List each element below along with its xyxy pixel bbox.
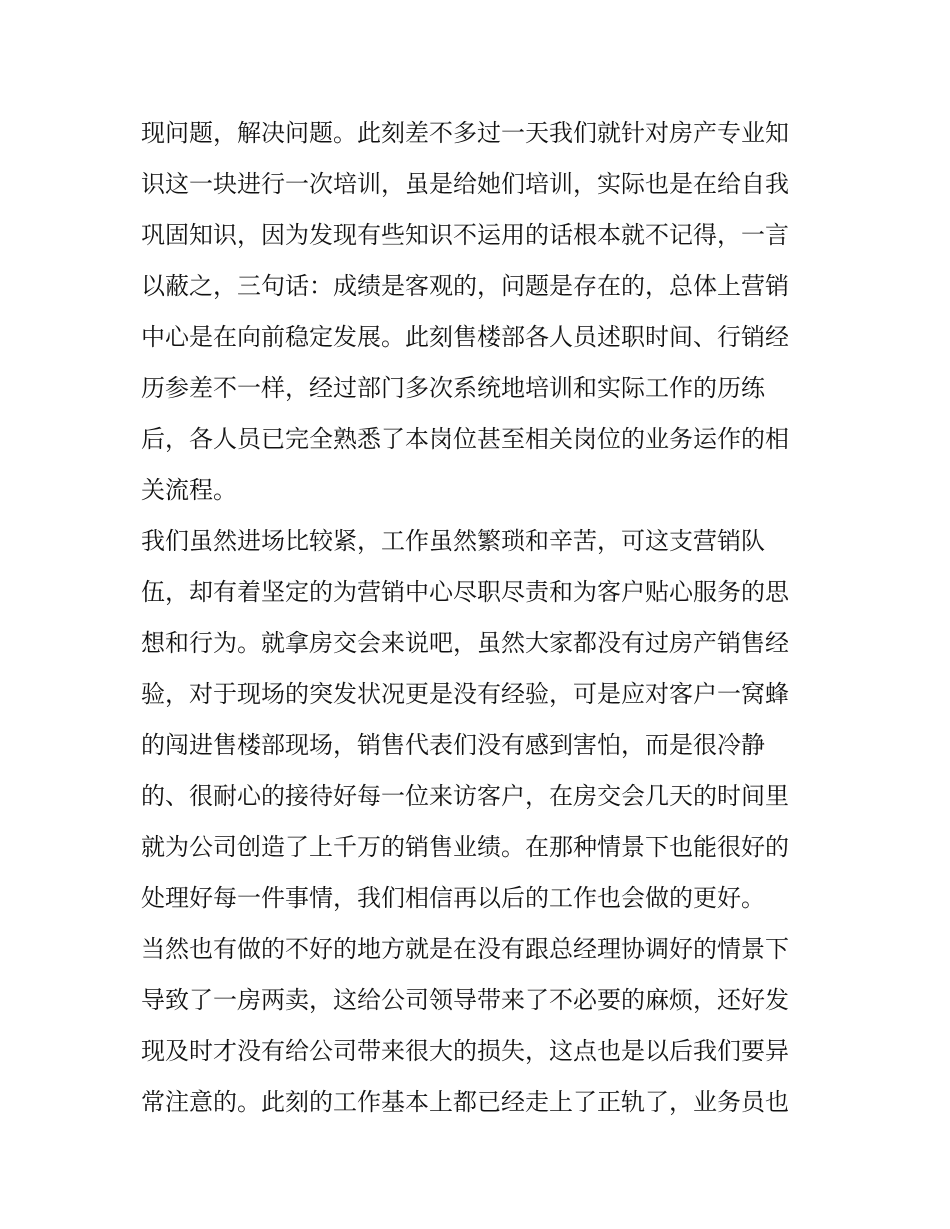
- text-line: 常注意的。此刻的工作基本上都已经走上了正轨了，业务员也: [141, 1088, 789, 1116]
- text-line: 的闯进售楼部现场，销售代表们没有感到害怕，而是很冷静: [141, 731, 765, 759]
- text-line: 当然也有做的不好的地方就是在没有跟总经理协调好的情景下: [141, 935, 789, 963]
- text-line: 验，对于现场的突发状况更是没有经验，可是应对客户一窝蜂: [141, 680, 789, 708]
- text-line: 现及时才没有给公司带来很大的损失，这点也是以后我们要异: [141, 1037, 789, 1065]
- text-line: 想和行为。就拿房交会来说吧，虽然大家都没有过房产销售经: [141, 629, 789, 657]
- text-line: 伍，却有着坚定的为营销中心尽职尽责和为客户贴心服务的思: [141, 578, 789, 606]
- text-line: 关流程。: [141, 476, 237, 504]
- text-line: 我们虽然进场比较紧，工作虽然繁琐和辛苦，可这支营销队: [141, 527, 765, 555]
- text-line: 现问题，解决问题。此刻差不多过一天我们就针对房产专业知: [141, 119, 789, 147]
- text-line: 导致了一房两卖，这给公司领导带来了不必要的麻烦，还好发: [141, 986, 789, 1014]
- text-line: 历参差不一样，经过部门多次系统地培训和实际工作的历练: [141, 374, 765, 402]
- text-line: 巩固知识，因为发现有些知识不运用的话根本就不记得，一言: [141, 221, 789, 249]
- text-line: 的、很耐心的接待好每一位来访客户，在房交会几天的时间里: [141, 782, 789, 810]
- text-line: 后，各人员已完全熟悉了本岗位甚至相关岗位的业务运作的相: [141, 425, 789, 453]
- text-line: 以蔽之，三句话：成绩是客观的，问题是存在的，总体上营销: [141, 272, 789, 300]
- text-line: 中心是在向前稳定发展。此刻售楼部各人员述职时间、行销经: [141, 323, 789, 351]
- text-line: 识这一块进行一次培训，虽是给她们培训，实际也是在给自我: [141, 170, 789, 198]
- text-line: 处理好每一件事情，我们相信再以后的工作也会做的更好。: [141, 884, 765, 912]
- body-text: [141, 108, 821, 1128]
- text-line: 就为公司创造了上千万的销售业绩。在那种情景下也能很好的: [141, 833, 789, 861]
